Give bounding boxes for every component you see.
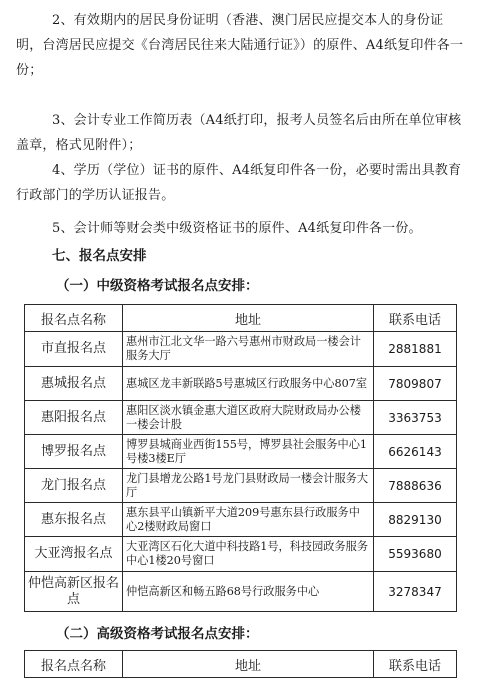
- header-address: 地址: [123, 651, 374, 678]
- site-phone: 3363753: [374, 401, 457, 435]
- site-phone: 2881881: [374, 332, 457, 367]
- header-address: 地址: [123, 305, 374, 332]
- site-name: 惠城报名点: [25, 367, 123, 401]
- table-row: [25, 332, 457, 367]
- intermediate-sites-table: [24, 304, 457, 612]
- table-row: [25, 367, 457, 401]
- site-phone: 7809807: [374, 367, 457, 401]
- table-header-row: [25, 651, 457, 678]
- table-row: [25, 572, 457, 612]
- site-name: 大亚湾报名点: [25, 537, 123, 572]
- header-name: 报名点名称: [25, 651, 123, 678]
- site-address: 大亚湾区石化大道中科技路1号，科技园政务服务中心1楼20号窗口: [123, 537, 374, 572]
- site-address: 博罗县城商业西街155号，博罗县社会服务中心1号楼3楼E厅: [123, 435, 374, 469]
- site-name: 惠东报名点: [25, 503, 123, 537]
- site-phone: 6626143: [374, 435, 457, 469]
- section-heading: 七、报名点安排: [52, 248, 147, 264]
- paragraph-item-2: 2、有效期内的居民身份证明（香港、澳门居民应提交本人的身份证明，台湾居民应提交《台湾居民往来大陆通行证》）的原件、A4纸复印件各一份；: [16, 13, 464, 78]
- site-name: 龙门报名点: [25, 469, 123, 503]
- table-row: [25, 469, 457, 503]
- table-header-row: [25, 305, 457, 332]
- header-name: 报名点名称: [25, 305, 123, 332]
- paragraph-item-5: 5、会计师等财会类中级资格证书的原件、A4纸复印件各一份。: [52, 221, 422, 236]
- header-phone: 联系电话: [374, 651, 457, 678]
- sub-heading-intermediate: （一）中级资格考试报名点安排：: [56, 278, 259, 294]
- table-row: [25, 503, 457, 537]
- site-address: 惠阳区淡水镇金惠大道区政府大院财政局办公楼一楼会计股: [123, 401, 374, 435]
- table-row: [25, 401, 457, 435]
- sub-heading-advanced: （二）高级资格考试报名点安排：: [56, 626, 259, 642]
- table-row: [25, 435, 457, 469]
- table-row: [25, 537, 457, 572]
- paragraph-item-3: 3、会计专业工作简历表（A4纸打印，报考人员签名后由所在单位审核盖章，格式见附件）；: [16, 113, 462, 153]
- site-name: 博罗报名点: [25, 435, 123, 469]
- site-name: 市直报名点: [25, 332, 123, 367]
- site-address: 惠东县平山镇新平大道209号惠东县行政服务中心2楼财政局窗口: [123, 503, 374, 537]
- site-phone: 7888636: [374, 469, 457, 503]
- site-address: 惠州市江北文华一路六号惠州市财政局一楼会计服务大厅: [123, 332, 374, 367]
- advanced-sites-table: [24, 650, 457, 678]
- site-phone: 3278347: [374, 572, 457, 612]
- site-phone: 8829130: [374, 503, 457, 537]
- site-address: 龙门县增龙公路1号龙门县财政局一楼会计服务大厅: [123, 469, 374, 503]
- site-address: 惠城区龙丰新联路5号惠城区行政服务中心807室: [123, 367, 374, 401]
- site-name: 仲恺高新区报名点: [25, 572, 123, 612]
- site-address: 仲恺高新区和畅五路68号行政服务中心: [123, 572, 374, 612]
- paragraph-item-4: 4、学历（学位）证书的原件、A4纸复印件各一份，必要时需出具教育行政部门的学历认证报告。: [16, 163, 462, 203]
- site-phone: 5593680: [374, 537, 457, 572]
- site-name: 惠阳报名点: [25, 401, 123, 435]
- header-phone: 联系电话: [374, 305, 457, 332]
